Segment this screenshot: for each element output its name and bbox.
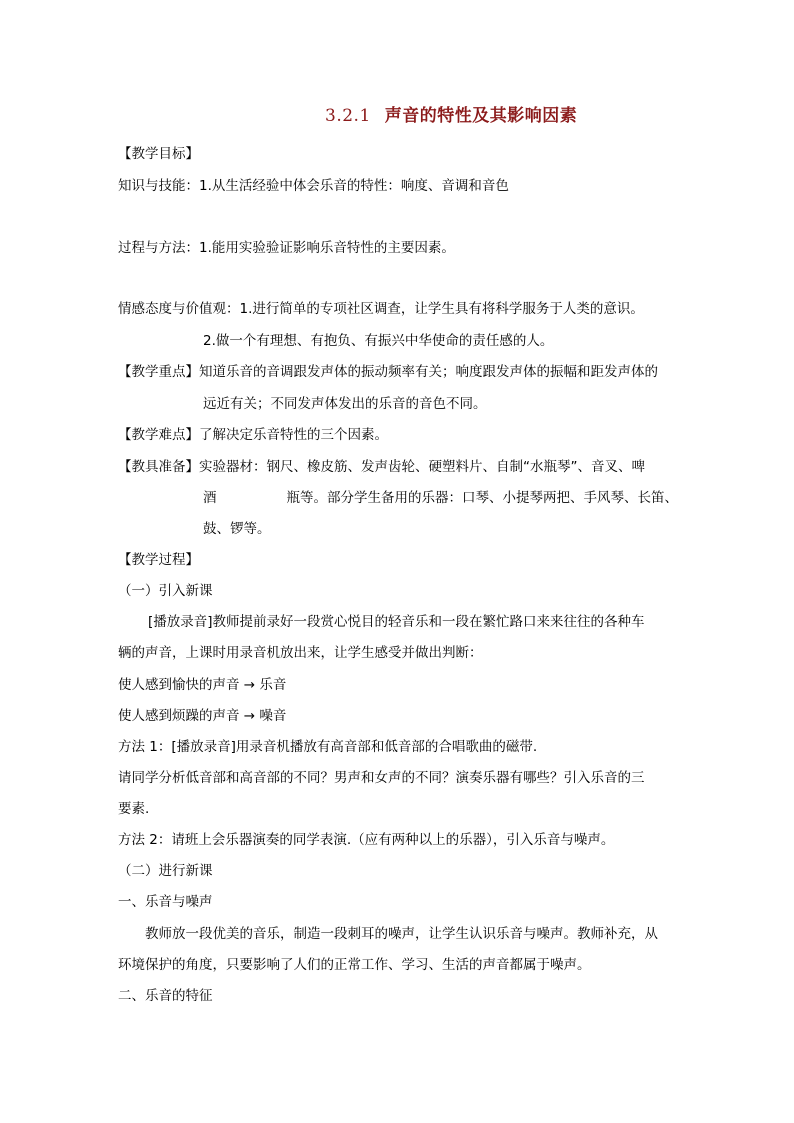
method-1-question-1: 请同学分析低音部和高音部的不同？男声和女声的不同？演奏乐器有哪些？引入乐音的三 — [118, 770, 645, 786]
section-1-paragraph-2: 环境保护的角度，只要影响了人们的正常工作、学习、生活的声音都属于噪声。 — [118, 957, 591, 973]
equipment-2 — [203, 488, 678, 508]
goals-heading: 【教学目标】 — [118, 146, 199, 162]
section-1-paragraph-1: 教师放一段优美的音乐，制造一段刺耳的噪声，让学生认识乐音与噪声。教师补充，从 — [145, 926, 658, 942]
page-title — [325, 106, 577, 126]
equipment-1: 【教具准备】实验器材：钢尺、橡皮筋、发声齿轮、硬塑料片、自制“水瓶琴”、音叉、啤 — [118, 459, 645, 475]
new-lesson-heading: （二）进行新课 — [118, 863, 213, 879]
emotion-text-1: 情感态度与价值观：1.进行简单的专项社区调查，让学生具有将科学服务于人类的意识。 — [118, 301, 644, 317]
title-text: 声音的特性及其影响因素 — [384, 106, 578, 126]
emotion-text-2: 2.做一个有理想、有抱负、有振兴中华使命的责任感的人。 — [203, 333, 554, 349]
equipment-2a: 酒 — [203, 490, 217, 506]
intro-heading: （一）引入新课 — [118, 583, 213, 599]
equipment-3: 鼓、锣等。 — [203, 521, 271, 537]
equipment-2b: 瓶等。部分学生备用的乐器：口琴、小提琴两把、手风琴、长笛、 — [286, 490, 678, 506]
method-1: 方法 1：[播放录音]用录音机播放有高音部和低音部的合唱歌曲的磁带. — [118, 739, 538, 755]
title-number: 3.2.1 — [325, 106, 371, 126]
section-1-heading: 一、乐音与噪声 — [118, 894, 213, 910]
process-heading: 【教学过程】 — [118, 552, 199, 568]
knowledge-text: 知识与技能：1.从生活经验中体会乐音的特性：响度、音调和音色 — [118, 178, 509, 194]
intro-paragraph-2: 辆的声音，上课时用录音机放出来，让学生感受并做出判断： — [118, 645, 483, 661]
method-1-question-2: 要素. — [118, 801, 150, 817]
method-2: 方法 2：请班上会乐器演奏的同学表演.（应有两种以上的乐器），引入乐音与噪声。 — [118, 832, 615, 848]
difficulty-text: 【教学难点】了解决定乐音特性的三个因素。 — [118, 427, 388, 443]
process-text: 过程与方法：1.能用实验验证影响乐音特性的主要因素。 — [118, 240, 455, 256]
annoyed-sound: 使人感到烦躁的声音 → 噪音 — [118, 708, 287, 724]
key-point-2: 远近有关；不同发声体发出的乐音的音色不同。 — [203, 396, 487, 412]
section-2-heading: 二、乐音的特征 — [118, 988, 213, 1004]
happy-sound: 使人感到愉快的声音 → 乐音 — [118, 677, 287, 693]
intro-paragraph-1: [播放录音]教师提前录好一段赏心悦目的轻音乐和一段在繁忙路口来来往往的各种车 — [148, 614, 645, 630]
key-point-1: 【教学重点】知道乐音的音调跟发声体的振动频率有关；响度跟发声体的振幅和距发声体的 — [118, 364, 658, 380]
